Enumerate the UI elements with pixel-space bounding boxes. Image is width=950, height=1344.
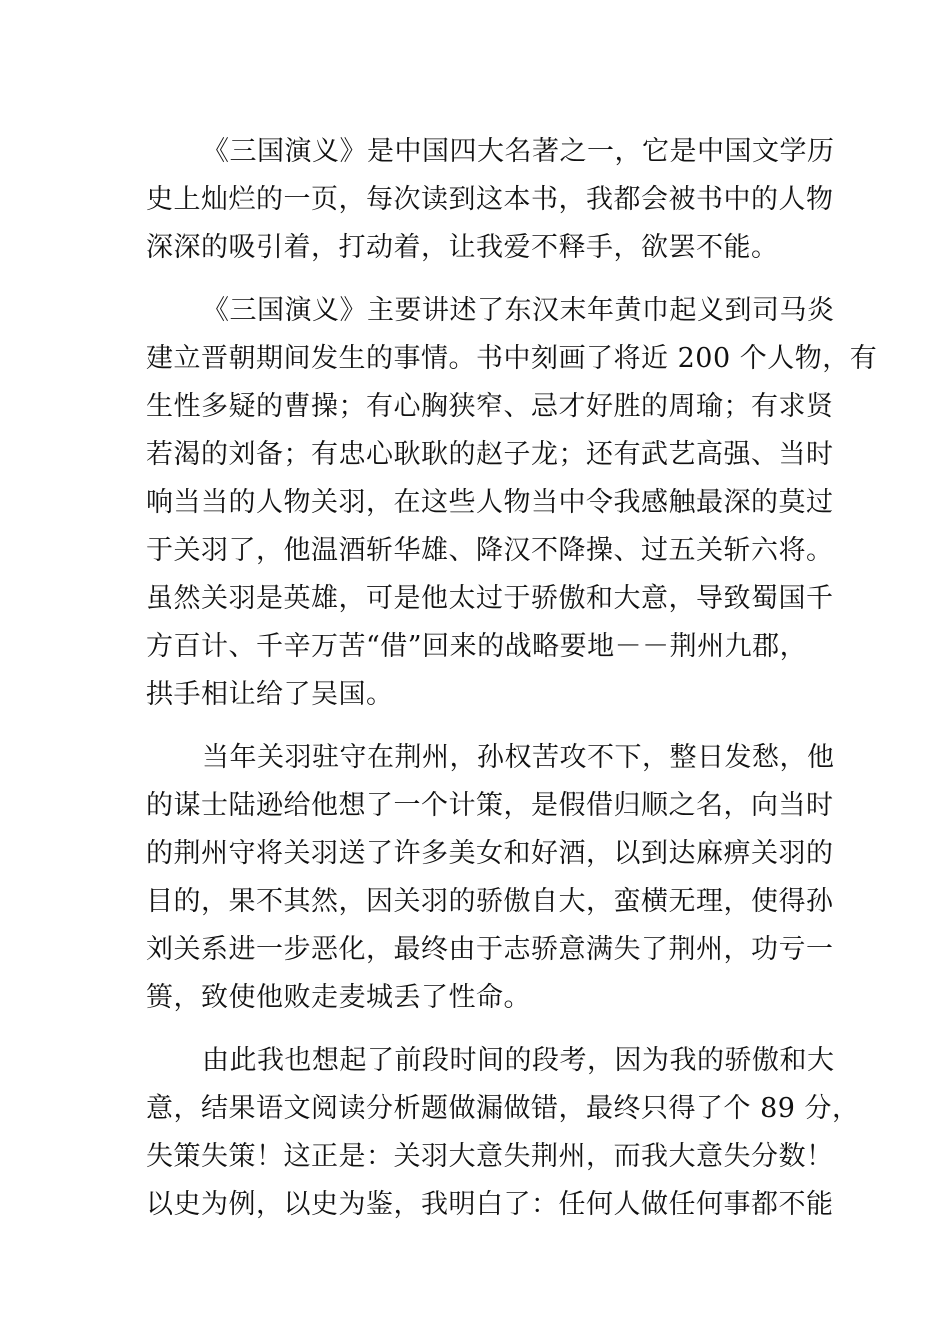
- text-line: 以史为例，以史为鉴，我明白了：任何人做任何事都不能: [146, 1189, 834, 1220]
- text-line: 失策失策！这正是：关羽大意失荆州，而我大意失分数！: [146, 1141, 834, 1172]
- text-line: 目的，果不其然，因关羽的骄傲自大，蛮横无理，使得孙: [146, 886, 834, 917]
- text-line: 拱手相让给了吴国。: [146, 679, 394, 710]
- text-line: 《三国演义》主要讲述了东汉末年黄巾起义到司马炎: [202, 295, 835, 326]
- text-line: 若渴的刘备；有忠心耿耿的赵子龙；还有武艺高强、当时: [146, 439, 834, 470]
- paragraph-3: [146, 734, 835, 1022]
- paragraph-4: [146, 1037, 860, 1229]
- text-line: 的谋士陆逊给他想了一个计策，是假借归顺之名，向当时: [146, 790, 834, 821]
- text-line: 响当当的人物关羽，在这些人物当中令我感触最深的莫过: [146, 487, 834, 518]
- document-body: [146, 128, 878, 1244]
- paragraph-2: [146, 287, 878, 719]
- text-line: 建立晋朝期间发生的事情。书中刻画了将近 200 个人物，有: [146, 343, 878, 374]
- paragraph-1: [146, 128, 835, 272]
- text-line: 方百计、千辛万苦“借”回来的战略要地－－荆州九郡，: [146, 631, 808, 662]
- text-line: 当年关羽驻守在荆州，孙权苦攻不下，整日发愁，他: [202, 742, 835, 773]
- text-line: 的荆州守将关羽送了许多美女和好酒，以到达麻痹关羽的: [146, 838, 834, 869]
- text-line: 由此我也想起了前段时间的段考，因为我的骄傲和大: [202, 1045, 835, 1076]
- text-line: 于关羽了，他温酒斩华雄、降汉不降操、过五关斩六将。: [146, 535, 834, 566]
- text-line: 篑，致使他败走麦城丢了性命。: [146, 982, 531, 1013]
- text-line: 刘关系进一步恶化，最终由于志骄意满失了荆州，功亏一: [146, 934, 834, 965]
- text-line: 虽然关羽是英雄，可是他太过于骄傲和大意，导致蜀国千: [146, 583, 834, 614]
- text-line: 《三国演义》是中国四大名著之一，它是中国文学历: [202, 136, 835, 167]
- text-line: 深深的吸引着，打动着，让我爱不释手，欲罢不能。: [146, 232, 779, 263]
- text-line: 史上灿烂的一页，每次读到这本书，我都会被书中的人物: [146, 184, 834, 215]
- text-line: 生性多疑的曹操；有心胸狭窄、忌才好胜的周瑜；有求贤: [146, 391, 834, 422]
- text-line: 意，结果语文阅读分析题做漏做错，最终只得了个 89 分，: [146, 1093, 860, 1124]
